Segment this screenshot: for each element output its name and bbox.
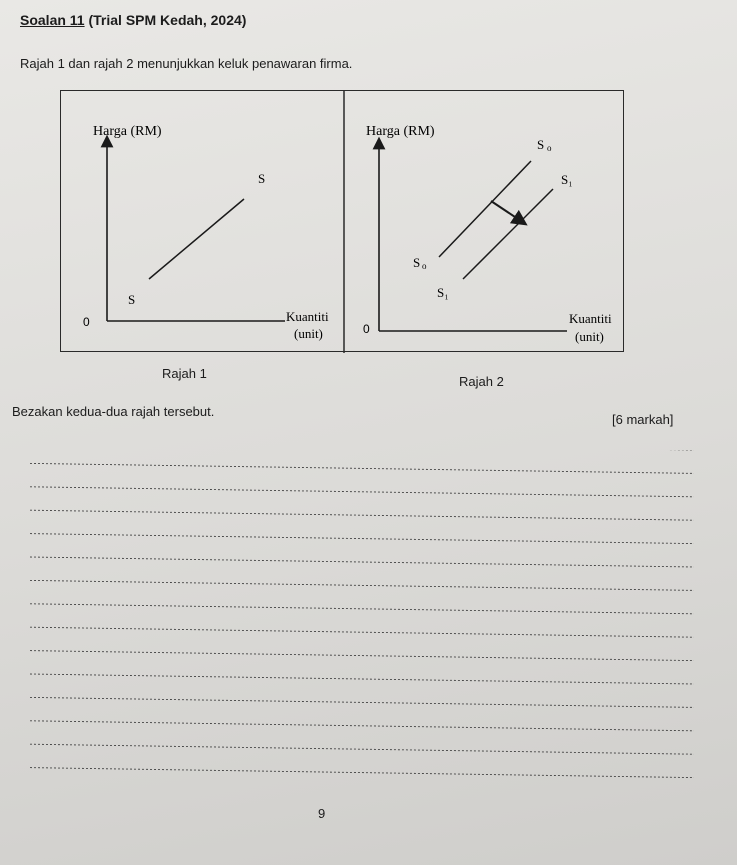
- figure2-shift-arrow: [491, 201, 521, 221]
- figure1-origin-label: 0: [83, 315, 90, 329]
- answer-lines[interactable]: [30, 450, 694, 800]
- page-number: 9: [318, 806, 326, 821]
- answer-line[interactable]: [30, 510, 694, 520]
- answer-line[interactable]: [30, 463, 694, 473]
- figure1-curve-label-top: S: [258, 171, 266, 186]
- answer-line[interactable]: [30, 580, 694, 590]
- figure2-curve1-label-top: S₁: [561, 172, 573, 187]
- question-number: Soalan 11: [20, 12, 85, 28]
- figure2-caption: Rajah 2: [459, 374, 504, 389]
- answer-line[interactable]: [30, 627, 694, 637]
- figure2-curve0-label-bottom: S: [413, 255, 421, 270]
- figure2-curve0-label-top: S: [537, 137, 545, 152]
- figure2-curve0-subscript-top: o: [547, 143, 552, 153]
- answer-line[interactable]: [30, 604, 694, 614]
- figure1-y-axis-label: Harga (RM): [93, 124, 162, 139]
- marks-label: [6 markah]: [612, 412, 674, 427]
- figure1-x-axis-label: Kuantiti: [286, 309, 329, 324]
- question-heading: [20, 12, 246, 28]
- supply-curve-figures: [61, 91, 625, 353]
- figure1-supply-curve: [149, 199, 244, 279]
- question-source: (Trial SPM Kedah, 2024): [88, 12, 247, 28]
- figure1-caption: Rajah 1: [162, 366, 207, 381]
- answer-line[interactable]: [30, 674, 694, 684]
- figure1-curve-label-bottom: S: [128, 292, 136, 307]
- instruction-text: Bezakan kedua-dua rajah tersebut.: [12, 404, 215, 419]
- answer-line[interactable]: [30, 487, 694, 497]
- answer-line[interactable]: [30, 721, 694, 731]
- figure2-supply-curve-s1: [463, 189, 553, 279]
- figure1-diagram: [83, 124, 329, 341]
- answer-line[interactable]: [30, 557, 694, 567]
- figure2-x-axis-label: Kuantiti: [569, 311, 612, 326]
- answer-line[interactable]: [30, 744, 694, 754]
- figure2-supply-curve-s0: [439, 161, 531, 257]
- figure2-y-axis-label: Harga (RM): [366, 124, 435, 139]
- figure2-diagram: [363, 124, 612, 344]
- figure2-curve1-label-bottom: S₁: [437, 285, 449, 300]
- figure2-curve0-subscript-bottom: o: [422, 261, 427, 271]
- figure2-origin-label: 0: [363, 322, 370, 336]
- intro-text: Rajah 1 dan rajah 2 menunjukkan keluk penawaran firma.: [20, 56, 353, 71]
- answer-line[interactable]: [30, 534, 694, 544]
- answer-line[interactable]: [30, 768, 694, 778]
- figure-box: [60, 90, 624, 352]
- figure1-x-axis-unit: (unit): [294, 326, 323, 341]
- figure2-x-axis-unit: (unit): [575, 329, 604, 344]
- answer-line[interactable]: [30, 697, 694, 707]
- answer-line[interactable]: [30, 651, 694, 661]
